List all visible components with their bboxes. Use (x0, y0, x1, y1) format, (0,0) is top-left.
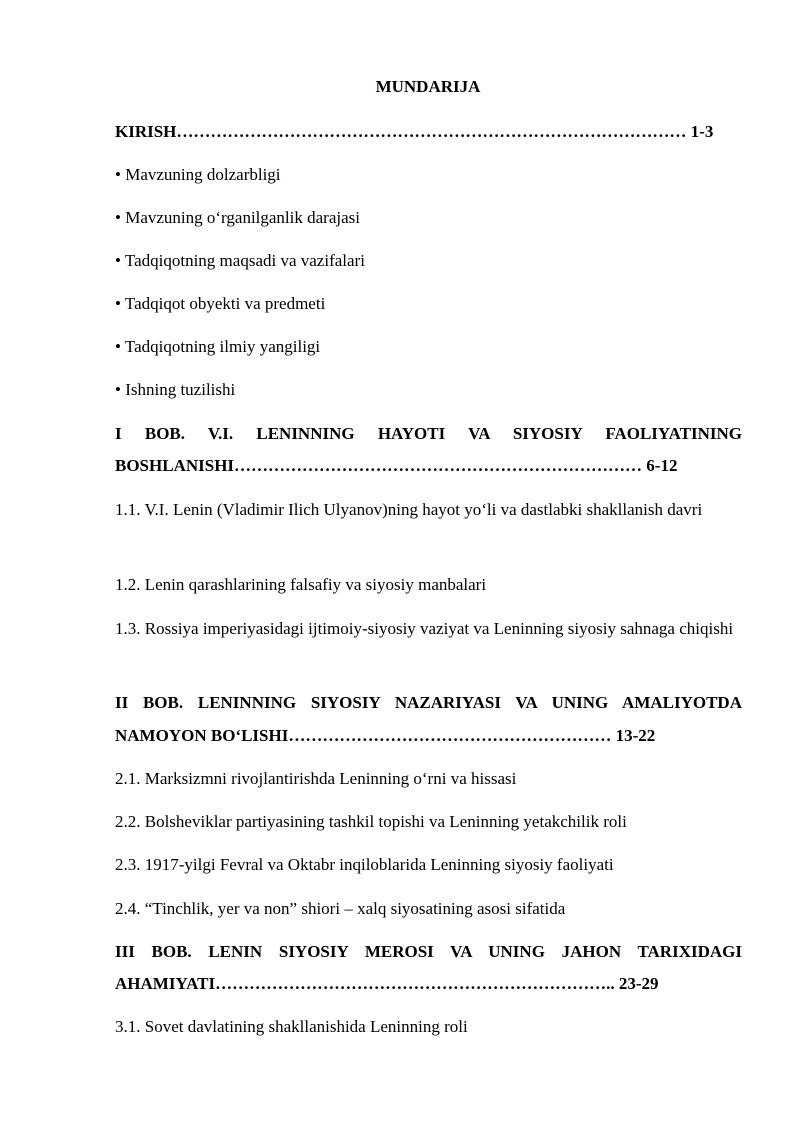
toc-bullet-item: • Mavzuning o‘rganilganlik darajasi (115, 208, 360, 227)
toc-bullet-item: • Tadqiqotning maqsadi va vazifalari (115, 251, 365, 270)
toc-section-1-1: 1.1. V.I. Lenin (Vladimir Ilich Ulyanov)ning hayot yo‘li va dastlabki shakllanish davri (115, 500, 703, 519)
toc-chapter-2-heading-cont: NAMOYON BO‘LISHI………………………………………………… 13-22 (115, 726, 656, 745)
toc-chapter-1-heading: I BOB. V.I. LENINNING HAYOTI VA SIYOSIY FAOLIYATINING (115, 424, 742, 443)
toc-chapter-1-heading-cont: BOSHLANISHI……………………………………………………………… 6-12 (115, 456, 678, 475)
toc-section-2-3: 2.3. 1917-yilgi Fevral va Oktabr inqiloblarida Leninning siyosiy faoliyati (115, 855, 614, 874)
toc-chapter-3-heading: III BOB. LENIN SIYOSIY MEROSI VA UNING JAHON TARIXIDAGI (115, 942, 742, 961)
page-title: MUNDARIJA (375, 77, 481, 96)
toc-section-1-3: 1.3. Rossiya imperiyasidagi ijtimoiy-siyosiy vaziyat va Leninning siyosiy sahnaga chiqishi (115, 619, 734, 638)
toc-bullet-item: • Tadqiqot obyekti va predmeti (115, 294, 326, 313)
toc-entry-kirish: KIRISH……………………………………………………………………………… 1-3 (115, 122, 714, 141)
toc-section-2-1: 2.1. Marksizmni rivojlantirishda Leninning o‘rni va hissasi (115, 769, 517, 788)
toc-chapter-3-heading-cont: AHAMIYATI…………………………………………………………….. 23-29 (115, 974, 659, 993)
toc-section-2-4: 2.4. “Tinchlik, yer va non” shiori – xalq siyosatining asosi sifatida (115, 899, 566, 918)
toc-bullet-item: • Mavzuning dolzarbligi (115, 165, 281, 184)
toc-section-2-2: 2.2. Bolsheviklar partiyasining tashkil topishi va Leninning yetakchilik roli (115, 812, 627, 831)
toc-bullet-item: • Ishning tuzilishi (115, 380, 236, 399)
toc-bullet-item: • Tadqiqotning ilmiy yangiligi (115, 337, 321, 356)
toc-section-3-1: 3.1. Sovet davlatining shakllanishida Leninning roli (115, 1017, 468, 1036)
toc-chapter-2-heading: II BOB. LENINNING SIYOSIY NAZARIYASI VA UNING AMALIYOTDA (115, 693, 742, 712)
toc-section-1-2: 1.2. Lenin qarashlarining falsafiy va siyosiy manbalari (115, 575, 487, 594)
